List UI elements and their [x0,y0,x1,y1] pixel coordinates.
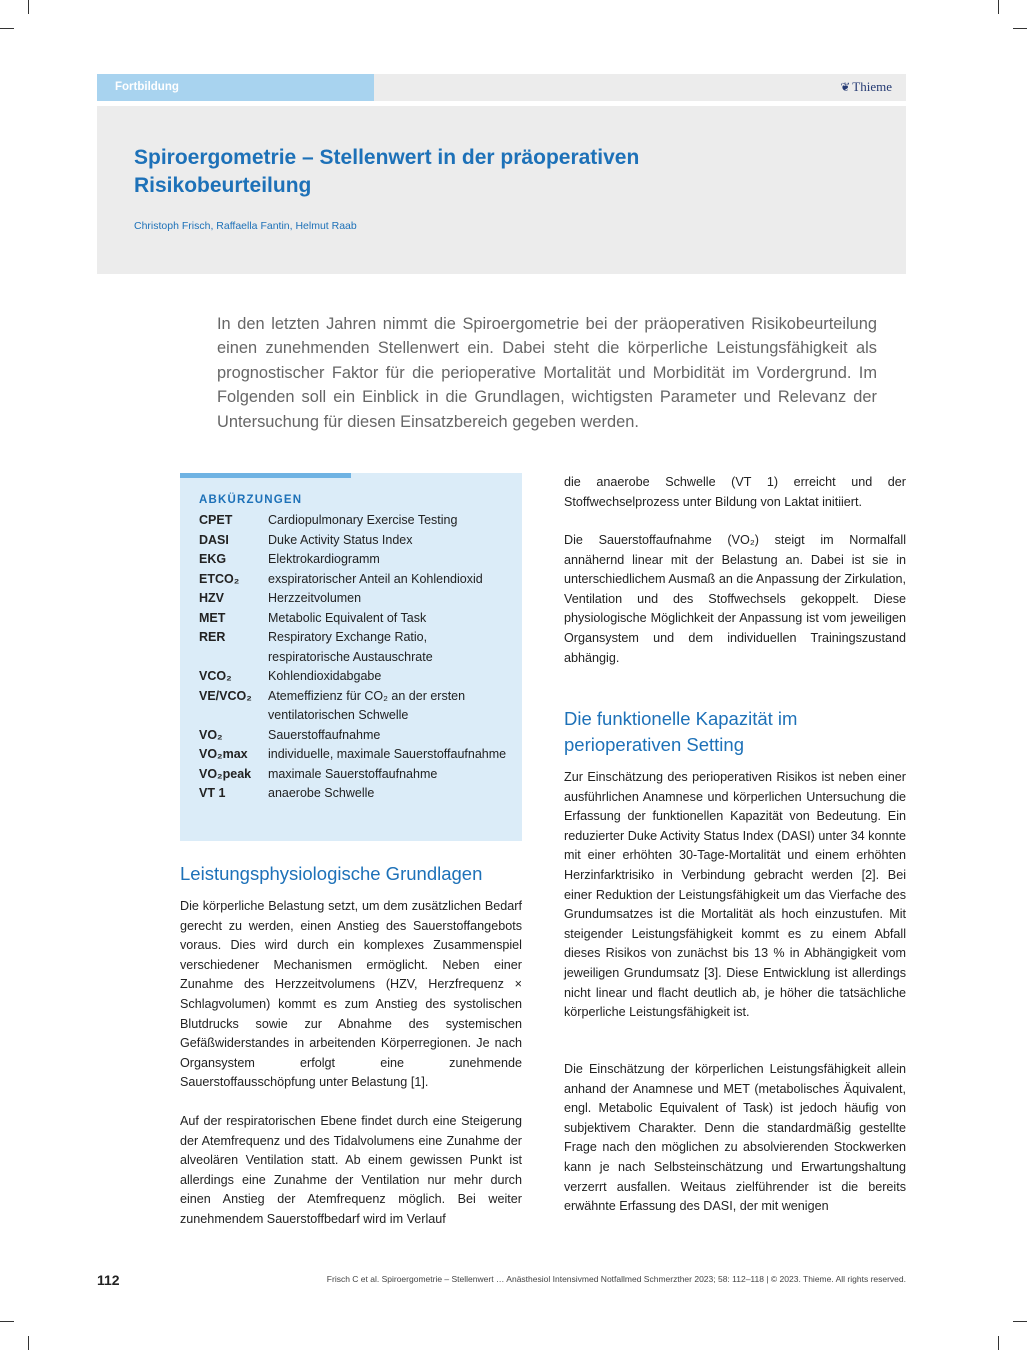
abbreviation-term: MET [199,610,226,625]
abbreviation-definition: Elektrokardiogramm [268,552,380,566]
abbreviations-heading: ABKÜRZUNGEN [199,494,303,506]
body-paragraph: Die körperliche Belastung setzt, um dem zusätzlichen Bedarf gerecht zu werden, einen Anstieg des Sauerstoffangebots voraus. Dies wird durch ein komplexes Zusammenspiel verschiedener Mechanismen ermöglicht. Neben einer Zunahme des Herzzeitvolumens (HZV, Herzfrequenz × Schlagvolumen) kommt es zum Anstieg des systolischen Blutdrucks sowie zur Abnahme des systemischen Gefäßwiderstandes in arbeitenden Körperregionen. Je nach Organsystem erfolgt eine zunehmende Sauerstoffausschöpfung unter Belastung [1]. [180,899,522,1090]
section-heading: Die funktionelle Kapazität im perioperativen Setting [564,708,798,755]
crop-mark [998,0,999,14]
authors: Christoph Frisch, Raffaella Fantin, Helmut Raab [134,220,357,232]
abbreviation-row [199,531,509,551]
crop-mark [0,28,14,29]
abbreviation-definition: Atemeffizienz für CO₂ an der ersten ventilatorischen Schwelle [268,688,466,722]
abbreviation-term: VO₂ [199,727,223,742]
abbreviation-row [199,784,509,804]
abbreviation-term: VO₂peak [199,766,252,781]
abbreviation-row [199,550,509,570]
page-number: 112 [97,1272,120,1288]
abbreviation-definition: Respiratory Exchange Ratio, respiratorische Austauschrate [268,630,433,664]
abbreviation-definition: Herzzeitvolumen [268,591,362,605]
abbreviation-row [199,628,509,667]
title-block [97,106,906,274]
abbreviation-definition: Kohlendioxidabgabe [268,669,382,683]
abbreviation-definition: maximale Sauerstoffaufnahme [268,766,438,781]
abbreviation-definition: anaerobe Schwelle [268,786,375,800]
abbreviation-term: VO₂max [199,747,248,761]
abbreviation-row [199,589,509,609]
crop-mark [28,0,29,14]
body-paragraph: Zur Einschätzung des perioperativen Risikos ist neben einer ausführlichen Anamnese und körperlichen Untersuchung die Erfassung der funktionellen Kapazität von Bedeutung. Ein reduzierter Duke Activity Status Index (DASI) unter 34 konnte mit einer erhöhten 30-Tage-Mortalität und einem erhöhten Herzinfarktrisiko in Verbindung gebracht werden [2]. Bei einer Reduktion der Leistungsfähigkeit um das Vierfache des Grundumsatzes ist die Mortalität als hoch einzustufen. Mit steigender Leistungsfähigkeit kommt es zu einem Abfall dieses Risikos von zunächst bis 13 % in Abhängigkeit vom jeweiligen Grundumsatz [3]. Diese Entwicklung ist allerdings nicht linear und flacht deutlich ab, je höher die tatsächliche körperliche Leistungsfähigkeit ist. [564,770,906,1020]
abbreviation-definition: Duke Activity Status Index [268,532,413,547]
section-label: Fortbildung [97,74,374,101]
abbreviation-term: VE/VCO₂ [199,688,252,703]
publisher-mark-icon: ❦ [840,80,851,94]
crop-mark [28,1336,29,1350]
body-paragraph: Die Einschätzung der körperlichen Leistungsfähigkeit allein anhand der Anamnese und MET (metabolisches Äquivalent, engl. Metabolic Equivalent of Task) ist jedoch häufig von subjektivem Charakter. Denn die standardmäßig gestellte Frage nach den möglichen zu absolvierenden Stockwerken kann je nach Selbsteinschätzung und Erwartungshaltung verzerrt ausfallen. Weitaus zielführender ist die bereits erwähnte Erfassung des DASI, der mit wenigen [564,1062,906,1214]
abbreviation-row [199,765,509,785]
article-title: Spiroergometrie – Stellenwert in der präoperativen Risikobeurteilung [134,146,640,197]
citation-footer: Frisch C et al. Spiroergometrie – Stellenwert … Anästhesiol Intensivmed Notfallmed Schmerzther 2023; 58: 112–118 | © 2023. Thieme. All rights reserved. [326,1274,906,1284]
publisher-name: Thieme [852,79,892,94]
abbreviation-term: EKG [199,552,227,566]
header-bar [97,74,906,101]
abbreviation-row [199,726,509,746]
abbreviation-definition: Metabolic Equivalent of Task [268,610,427,625]
abbreviation-term: DASI [199,532,229,547]
box-accent-bar [180,473,351,478]
body-paragraph: Auf der respiratorischen Ebene findet durch eine Steigerung der Atemfrequenz und des Tidalvolumens eine Zunahme der alveolären Ventilation statt. Ab einem gewissen Punkt ist allerdings eine Zunahme der Ventilation nur mehr durch einen Anstieg der Atemfrequenz möglich. Bei weiter zunehmendem Sauerstoffbedarf wird im Verlauf [180,1114,522,1226]
abbreviation-row [199,511,509,531]
body-paragraph: die anaerobe Schwelle (VT 1) erreicht und der Stoffwechselprozess unter Bildung von Laktat initiiert. [564,475,906,509]
abstract: In den letzten Jahren nimmt die Spiroergometrie bei der präoperativen Risikobeurteilung einen zunehmenden Stellenwert ein. Dabei steht die körperliche Leistungsfähigkeit als prognostischer Faktor für die perioperative Mortalität und Morbidität im Vordergrund. Im Folgenden soll ein Einblick in die Grundlagen, wichtigsten Parameter und Relevanz der Untersuchung für diesen Einsatzbereich gegeben werden. [217,315,877,431]
abbreviation-row [199,609,509,629]
abbreviation-definition: Cardiopulmonary Exercise Testing [268,513,458,527]
abbreviations-box [180,473,522,841]
abbreviation-row [199,687,509,726]
abbreviation-term: CPET [199,513,233,527]
abbreviation-term: ETCO₂ [199,571,240,586]
abbreviation-term: RER [199,630,226,644]
abbreviation-definition: individuelle, maximale Sauerstoffaufnahme [268,747,507,761]
abbreviation-row [199,667,509,687]
crop-mark [0,1321,14,1322]
abbreviation-term: VT 1 [199,786,226,800]
crop-mark [1013,28,1027,29]
abbreviations-list [199,511,509,804]
abbreviation-term: VCO₂ [199,669,232,683]
publisher-logo [840,79,892,95]
crop-mark [998,1336,999,1350]
abbreviation-row [199,570,509,590]
abbreviation-term: HZV [199,591,224,605]
section-heading: Leistungsphysiologische Grundlagen [180,863,483,884]
abbreviation-definition: Sauerstoffaufnahme [268,727,381,742]
crop-mark [1013,1321,1027,1322]
abbreviation-definition: exspiratorischer Anteil an Kohlendioxid [268,571,483,586]
abbreviation-row [199,745,509,765]
body-paragraph: Die Sauerstoffaufnahme (VO₂) steigt im Normalfall annähernd linear mit der Belastung an. Dabei ist sie in unterschiedlichem Ausmaß an die Anpassung der Zirkulation, Ventilation und des Stoffwechsels gekoppelt. Diese physiologische Möglichkeit der Anpassung ist vom jeweiligen Organsystem und dem individuellen Trainingszustand abhängig. [564,533,906,665]
